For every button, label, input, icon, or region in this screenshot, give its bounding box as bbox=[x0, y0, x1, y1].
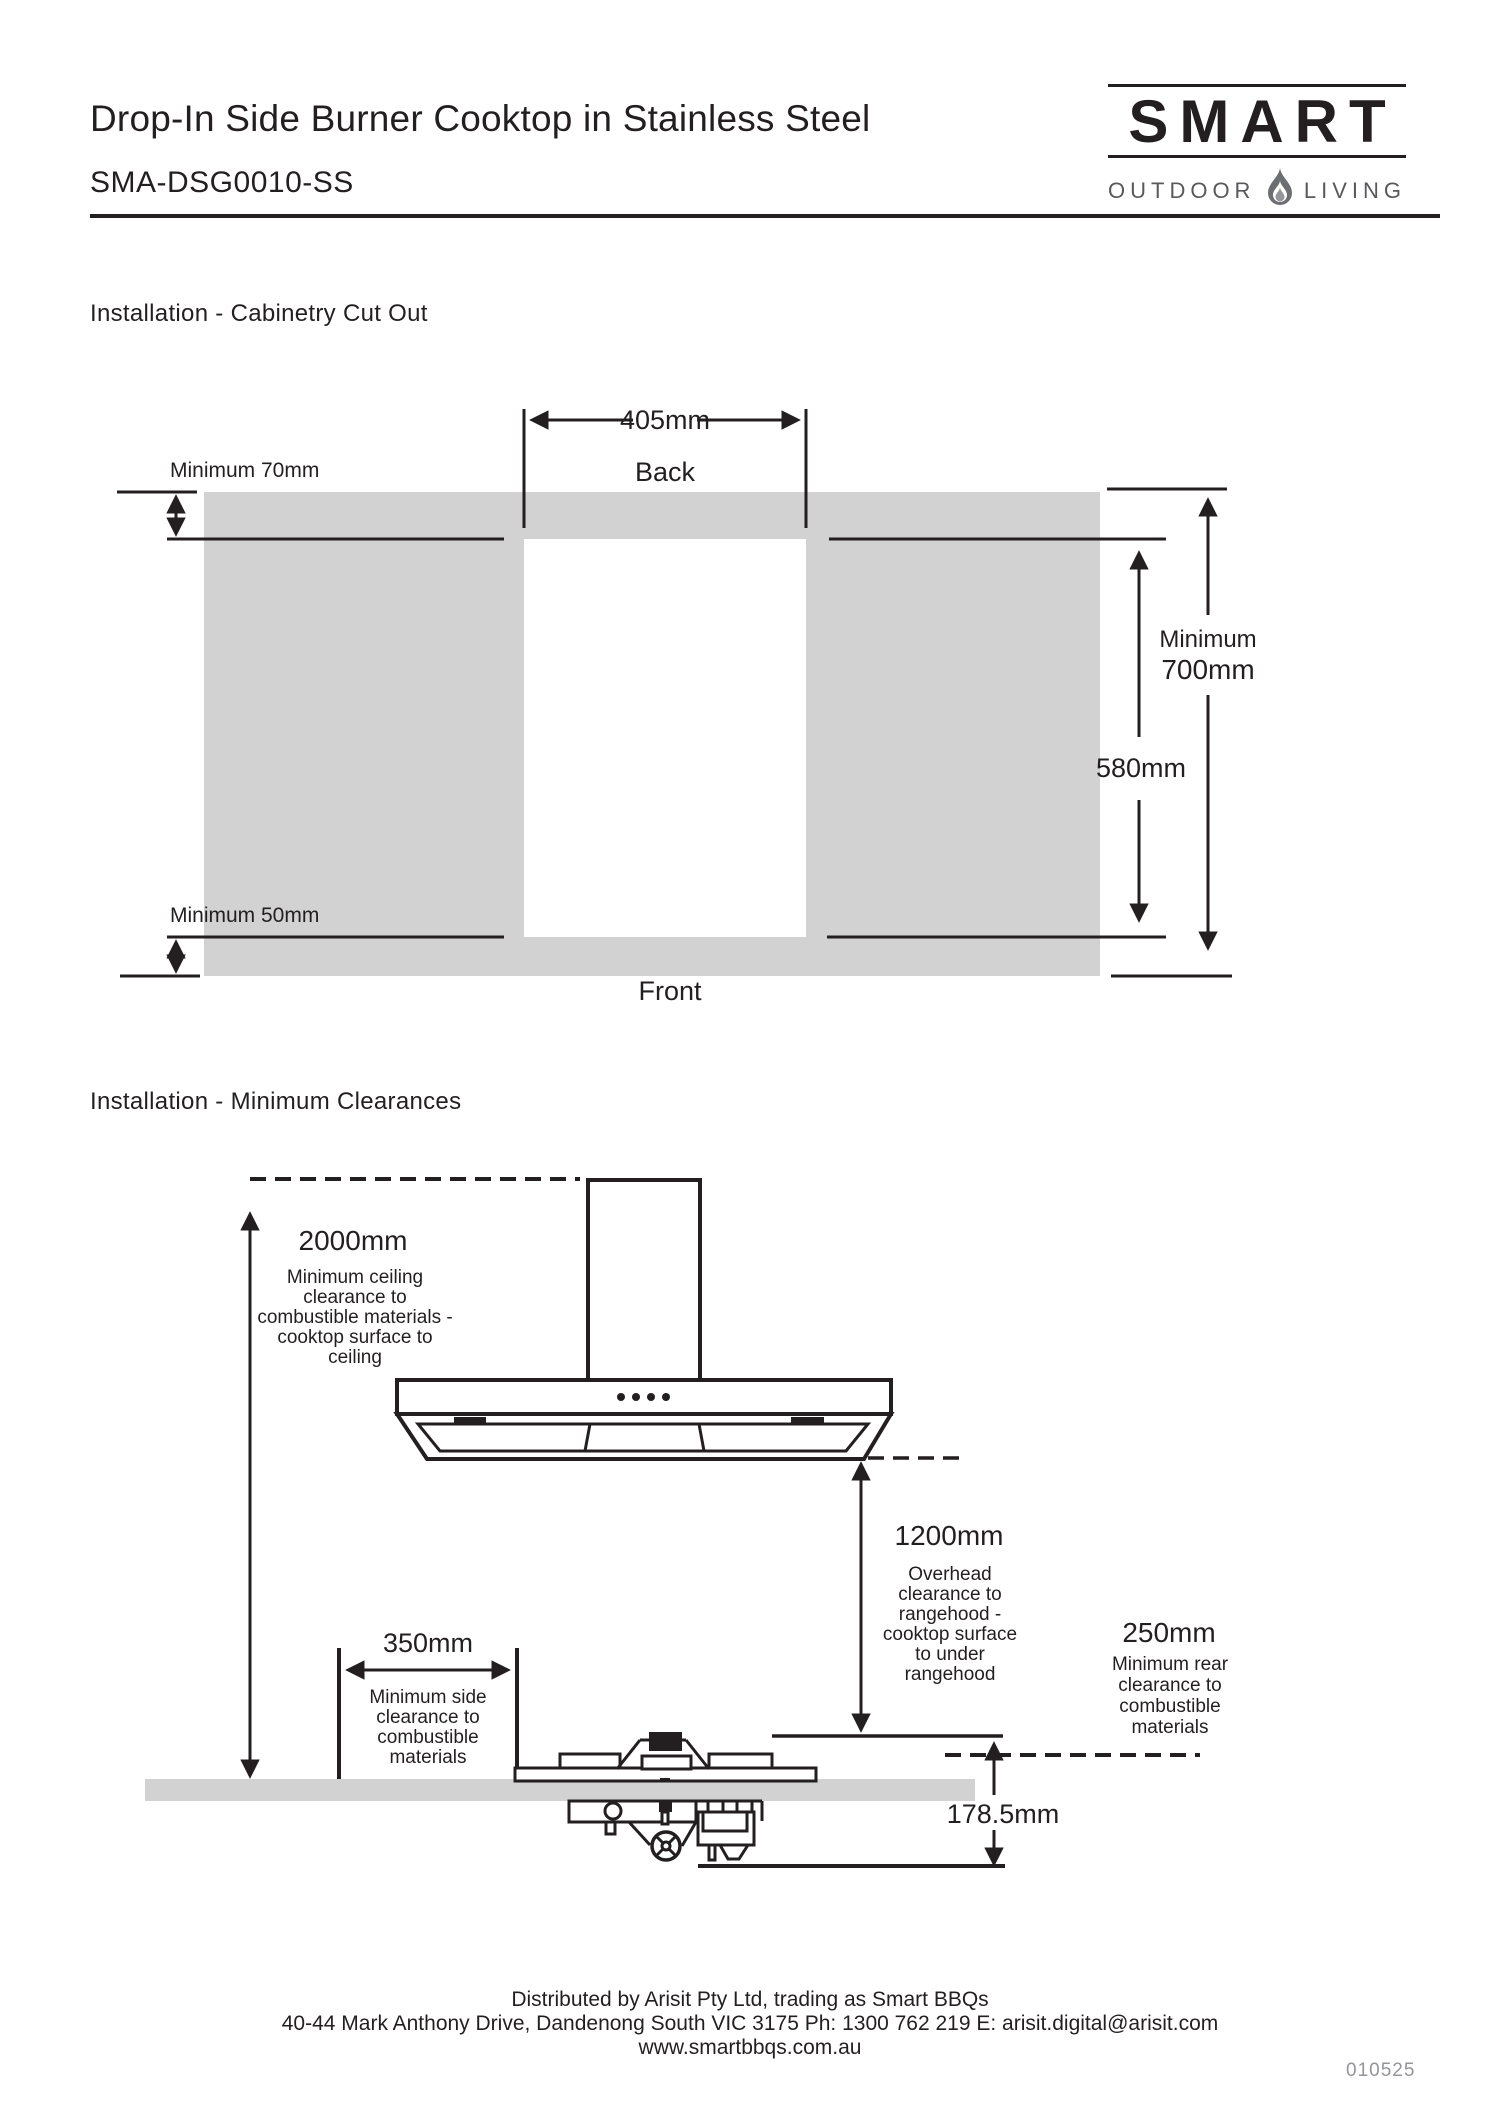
rangehood-light-right bbox=[791, 1417, 824, 1425]
svg-text:materials: materials bbox=[389, 1747, 467, 1768]
svg-text:Minimum ceiling: Minimum ceiling bbox=[286, 1267, 424, 1288]
svg-text:Minimum side: Minimum side bbox=[369, 1687, 487, 1708]
tagline-living: LIVING bbox=[1303, 178, 1406, 203]
svg-text:clearance to: clearance to bbox=[376, 1707, 480, 1728]
svg-text:materials: materials bbox=[1131, 1717, 1209, 1738]
logo-tagline bbox=[1108, 167, 1406, 215]
gas-box-leg bbox=[606, 1822, 615, 1834]
svg-text:clearance to: clearance to bbox=[303, 1287, 407, 1308]
trivet-left bbox=[560, 1754, 620, 1768]
cutout-diagram bbox=[80, 385, 1340, 1035]
page-title: Drop-In Side Burner Cooktop in Stainless Steel bbox=[90, 98, 871, 139]
trivet-right bbox=[709, 1754, 772, 1768]
burner-body bbox=[642, 1756, 691, 1769]
section-heading-cutout: Installation - Cabinetry Cut Out bbox=[90, 300, 428, 327]
tagline-outdoor: OUTDOOR bbox=[1108, 178, 1256, 203]
dim-250-desc bbox=[1112, 1654, 1229, 1738]
header-divider bbox=[90, 214, 1440, 218]
gas-valve-wheel bbox=[652, 1832, 680, 1860]
flame-icon bbox=[1264, 167, 1296, 215]
dim-1200-label: 1200mm bbox=[894, 1520, 1004, 1551]
dim-580-label: 580mm bbox=[1095, 753, 1187, 783]
dim-350-label: 350mm bbox=[382, 1628, 474, 1658]
back-label: Back bbox=[634, 457, 696, 487]
rangehood-light-left bbox=[454, 1417, 486, 1425]
rangehood bbox=[397, 1180, 891, 1459]
svg-text:ceiling: ceiling bbox=[328, 1347, 382, 1368]
dim-700-label: 700mm bbox=[1161, 654, 1255, 685]
logo-bottom-rule bbox=[1108, 155, 1406, 158]
dim-350-desc bbox=[369, 1687, 486, 1768]
clearances-diagram bbox=[80, 1140, 1420, 1910]
footer-address: 40-44 Mark Anthony Drive, Dandenong South VIC 3175 Ph: 1300 762 219 E: arisit.digital@arisit.com bbox=[281, 2012, 1219, 2035]
dim-1200-desc bbox=[883, 1564, 1017, 1685]
product-model: SMA-DSG0010-SS bbox=[90, 166, 354, 199]
footer bbox=[0, 1988, 1500, 2060]
dim-405-label: 405mm bbox=[619, 405, 711, 435]
brand-logo bbox=[1108, 84, 1406, 215]
svg-text:rangehood -: rangehood - bbox=[898, 1604, 1002, 1625]
dim-250-label: 250mm bbox=[1122, 1617, 1216, 1648]
dim-2000-label: 2000mm bbox=[298, 1225, 408, 1256]
svg-text:combustible: combustible bbox=[1119, 1696, 1221, 1717]
burner-cap bbox=[649, 1732, 682, 1751]
gas-box bbox=[569, 1801, 696, 1822]
front-label: Front bbox=[638, 976, 702, 1006]
doc-code: 010525 bbox=[1346, 2060, 1416, 2081]
svg-text:cooktop surface: cooktop surface bbox=[882, 1624, 1018, 1645]
svg-text:Overhead: Overhead bbox=[908, 1564, 992, 1585]
regulator bbox=[698, 1801, 754, 1860]
svg-text:cooktop surface to: cooktop surface to bbox=[277, 1327, 433, 1348]
footer-distributor: Distributed by Arisit Pty Ltd, trading as Smart BBQs bbox=[511, 1988, 989, 2011]
svg-text:combustible materials -: combustible materials - bbox=[257, 1307, 453, 1328]
svg-text:clearance to: clearance to bbox=[1118, 1675, 1222, 1696]
min-50-label: Minimum 50mm bbox=[170, 904, 320, 927]
dim-700-word: Minimum bbox=[1159, 626, 1257, 653]
igniter-tip bbox=[660, 1778, 670, 1782]
min-70-label: Minimum 70mm bbox=[170, 459, 320, 482]
section-heading-clearances: Installation - Minimum Clearances bbox=[90, 1088, 462, 1115]
bolt-stem bbox=[662, 1812, 668, 1824]
dim-178-label: 178.5mm bbox=[946, 1799, 1060, 1829]
svg-text:Minimum rear: Minimum rear bbox=[1111, 1654, 1229, 1675]
footer-website: www.smartbbqs.com.au bbox=[638, 2036, 862, 2059]
gas-inlet bbox=[605, 1803, 621, 1819]
cutout-opening bbox=[524, 539, 806, 937]
rangehood-body bbox=[397, 1380, 891, 1414]
smart-wordmark: SMART bbox=[1128, 88, 1397, 155]
svg-text:to under: to under bbox=[915, 1644, 985, 1665]
svg-text:clearance to: clearance to bbox=[898, 1584, 1002, 1605]
dim-2000-desc bbox=[257, 1267, 452, 1368]
svg-text:rangehood: rangehood bbox=[904, 1664, 996, 1685]
rangehood-chimney bbox=[588, 1180, 700, 1380]
svg-text:combustible: combustible bbox=[377, 1727, 479, 1748]
